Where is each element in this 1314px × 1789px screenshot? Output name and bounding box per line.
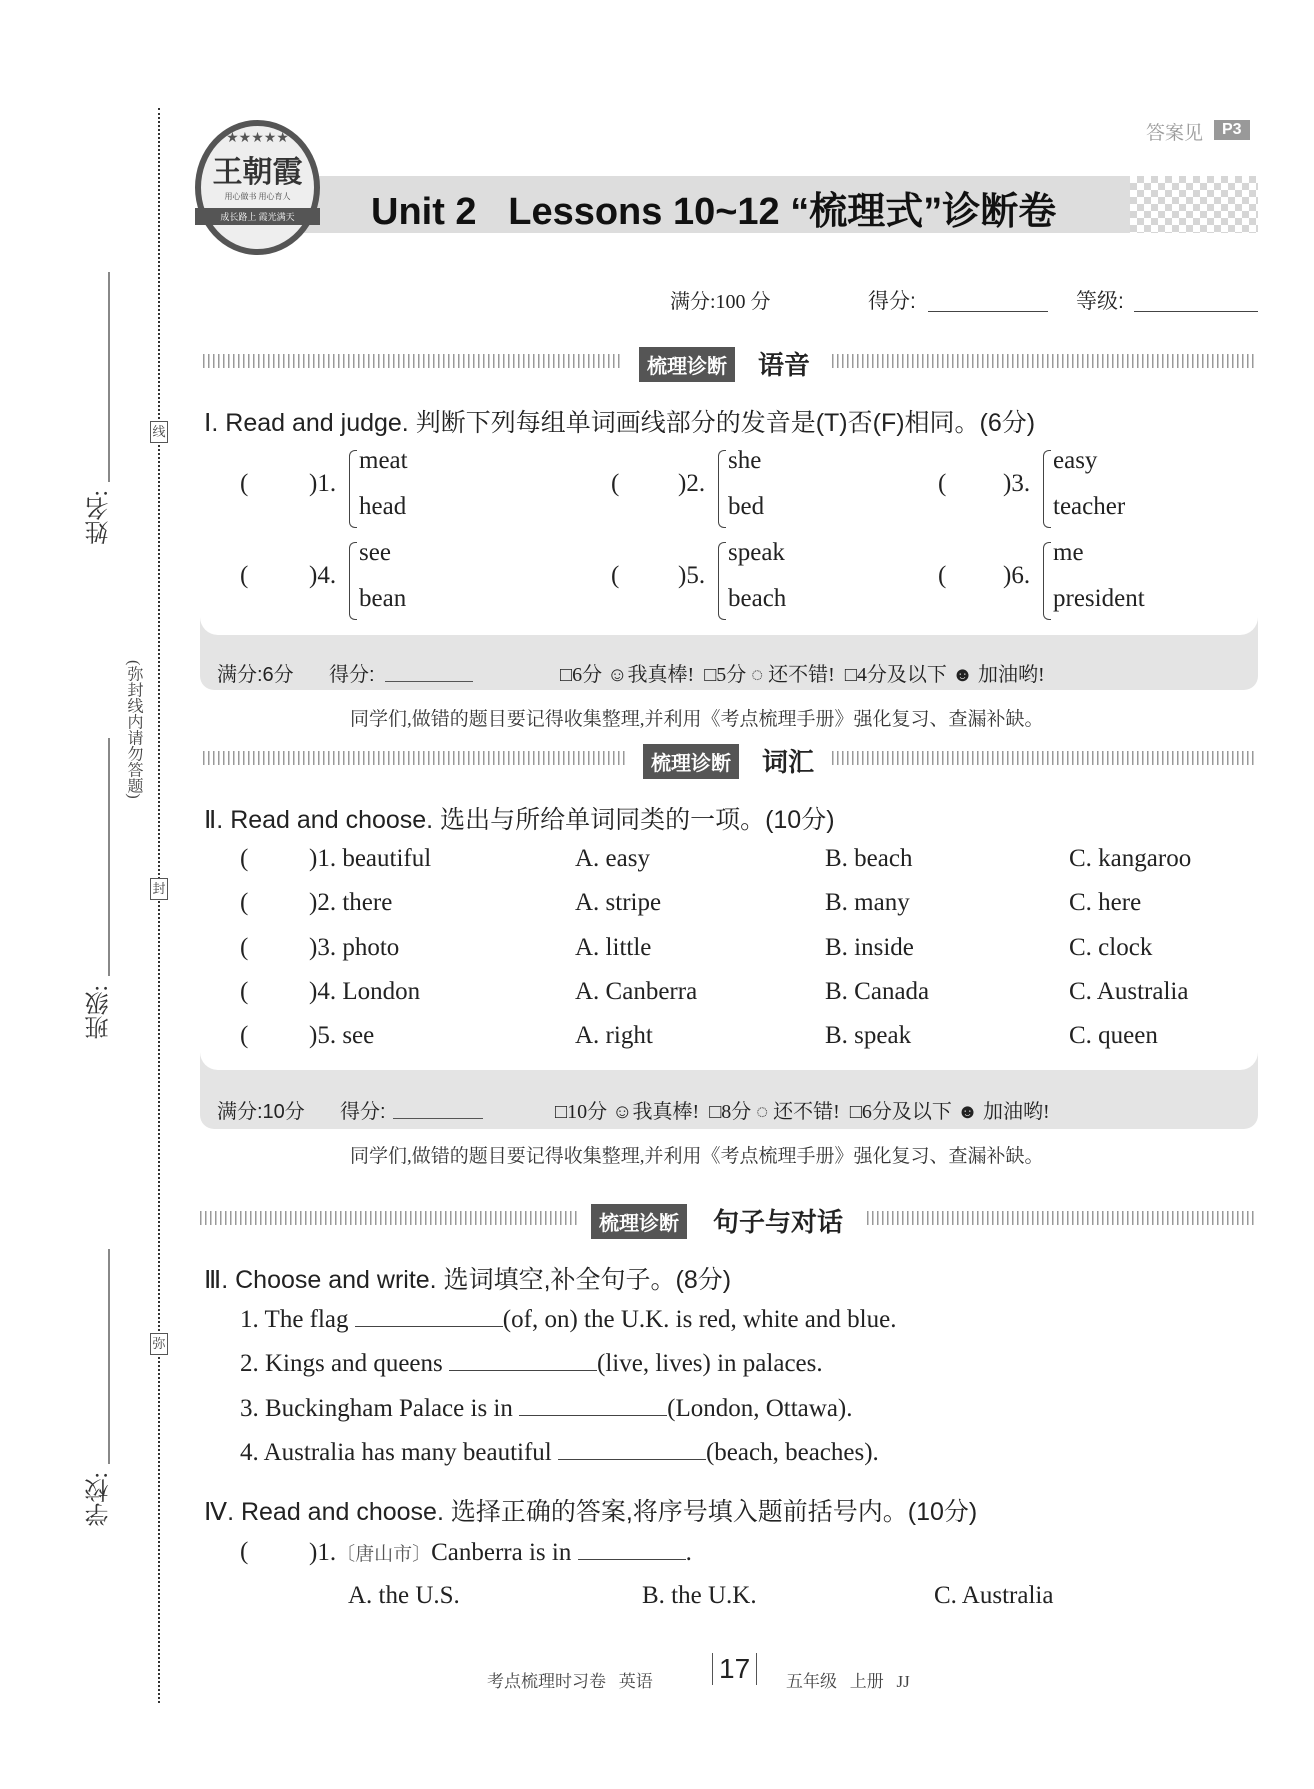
cheer-face-icon: ☻ <box>956 1101 978 1123</box>
score-label: 得分: <box>868 290 916 313</box>
section-tag: 梳理诊断 <box>643 744 739 779</box>
score-got-label: 得分: <box>340 1101 386 1123</box>
score-full: 满分:10分 <box>217 1101 305 1123</box>
brace-icon <box>718 450 726 528</box>
option-b: B. speak <box>825 1022 912 1049</box>
smile-icon: ☺ <box>612 1101 633 1123</box>
option-a: A. Canberra <box>575 978 698 1005</box>
answer-paren[interactable]: ( <box>240 562 249 589</box>
word: bean <box>359 585 407 612</box>
word: bed <box>728 493 765 520</box>
item-word: )1. beautiful <box>309 845 432 872</box>
school-line[interactable] <box>108 1249 110 1464</box>
item-number: )4. <box>309 562 337 589</box>
score-full: 满分:6分 <box>217 664 294 686</box>
section-tag: 梳理诊断 <box>591 1204 687 1239</box>
answer-blank[interactable] <box>449 1349 597 1371</box>
fill-sentence: 4. Australia has many beautiful (beach, beaches). <box>240 1439 879 1466</box>
brace-icon <box>349 542 357 620</box>
self-eval-options[interactable]: □10分 ☺我真棒! □8分 ◌ 还不错! □6分及以下 ☻ 加油哟! <box>555 1101 1050 1123</box>
self-eval-options[interactable]: □6分 ☺我真棒! □5分 ◌ 还不错! □4分及以下 ☻ 加油哟! <box>560 664 1045 686</box>
school-label: 学校: <box>87 1472 113 1527</box>
section-title: 语音 <box>758 350 811 380</box>
section-title: 词汇 <box>762 747 815 777</box>
class-label: 班级: <box>87 985 113 1040</box>
option-c: C. Australia <box>1069 978 1189 1005</box>
question-heading: Ⅳ. Read and choose. 选择正确的答案,将序号填入题前括号内。(10分) <box>204 1498 978 1526</box>
score-got-field[interactable] <box>385 660 473 682</box>
item-word: )4. London <box>309 978 421 1005</box>
full-score: 满分:100 分 <box>670 291 771 313</box>
answer-paren[interactable]: ( <box>240 889 249 916</box>
answer-paren[interactable]: ( <box>938 470 947 497</box>
answer-paren[interactable]: ( <box>240 934 249 961</box>
divider <box>203 354 623 368</box>
item-number: )1. <box>309 470 337 497</box>
word: president <box>1053 585 1145 612</box>
option-b: B. beach <box>825 845 913 872</box>
word: beach <box>728 585 787 612</box>
brace-icon <box>718 542 726 620</box>
answer-blank[interactable] <box>519 1394 667 1416</box>
option-c: C. clock <box>1069 934 1153 961</box>
review-note: 同学们,做错的题目要记得收集整理,并利用《考点梳理手册》强化复习、查漏补缺。 <box>350 1146 1044 1167</box>
mc-question: )1.〔唐山市〕Canberra is in . <box>309 1539 692 1566</box>
word: head <box>359 493 407 520</box>
item-number: )3. <box>1003 470 1031 497</box>
word: speak <box>728 539 785 566</box>
word: me <box>1053 539 1084 566</box>
option-c: C. here <box>1069 889 1142 916</box>
option-a: A. right <box>575 1022 653 1049</box>
option-c: C. kangaroo <box>1069 845 1192 872</box>
footer-right: 五年级 上册 JJ <box>786 1672 910 1691</box>
option-a: A. easy <box>575 845 650 872</box>
seal-mark: 弥 <box>150 1333 168 1355</box>
option-c: C. queen <box>1069 1022 1158 1049</box>
seal-line <box>158 108 160 1703</box>
option-a: A. the U.S. <box>348 1582 460 1609</box>
answer-paren[interactable]: ( <box>611 470 620 497</box>
answer-paren[interactable]: ( <box>240 978 249 1005</box>
section-tag: 梳理诊断 <box>639 347 735 382</box>
item-word: )2. there <box>309 889 393 916</box>
option-a: A. stripe <box>575 889 662 916</box>
item-word: )3. photo <box>309 934 400 961</box>
divider <box>832 751 1257 765</box>
answer-paren[interactable]: ( <box>611 562 620 589</box>
item-number: )2. <box>678 470 706 497</box>
option-b: B. the U.K. <box>642 1582 757 1609</box>
word: teacher <box>1053 493 1126 520</box>
checker-decoration <box>1130 176 1258 233</box>
footer-left: 考点梳理时习卷 英语 <box>487 1672 653 1691</box>
answer-paren[interactable]: ( <box>240 470 249 497</box>
option-a: A. little <box>575 934 652 961</box>
stars-icon: ★★★★★ <box>226 131 289 146</box>
name-label: 姓名: <box>87 490 113 545</box>
answer-ref: 答案见 <box>1146 123 1204 144</box>
item-number: )5. <box>678 562 706 589</box>
option-b: B. many <box>825 889 910 916</box>
score-got-label: 得分: <box>329 664 375 686</box>
word: meat <box>359 447 408 474</box>
answer-paren[interactable]: ( <box>240 1538 249 1565</box>
answer-paren[interactable]: ( <box>938 562 947 589</box>
answer-blank[interactable] <box>578 1538 686 1560</box>
option-c: C. Australia <box>934 1582 1054 1609</box>
item-number: )6. <box>1003 562 1031 589</box>
divider <box>200 1211 578 1225</box>
answer-blank[interactable] <box>355 1305 503 1327</box>
answer-paren[interactable]: ( <box>240 1022 249 1049</box>
brace-icon <box>349 450 357 528</box>
answer-blank[interactable] <box>558 1438 706 1460</box>
name-line[interactable] <box>108 272 110 482</box>
divider <box>867 1211 1255 1225</box>
class-line[interactable] <box>108 738 110 976</box>
seal-mark: 封 <box>150 878 168 900</box>
seal-mark: 线 <box>150 421 168 443</box>
question-heading: Ⅲ. Choose and write. 选词填空,补全句子。(8分) <box>204 1266 732 1294</box>
logo: ★★★★★ 王朝霞 用心做书 用心育人 成长路上 霞光满天 <box>195 120 320 255</box>
word: she <box>728 447 762 474</box>
grade-field[interactable] <box>1134 290 1258 312</box>
page-title: Unit 2 Lessons 10~12 “梳理式”诊断卷 <box>371 191 1057 233</box>
seal-note: (弥封线内请勿答题) <box>125 660 142 799</box>
score-field[interactable] <box>928 290 1048 312</box>
item-word: )5. see <box>309 1022 375 1049</box>
smile-icon: ☺ <box>607 664 628 686</box>
neutral-face-icon: ◌ <box>756 1101 769 1123</box>
answer-page: P3 <box>1214 120 1250 140</box>
review-note: 同学们,做错的题目要记得收集整理,并利用《考点梳理手册》强化复习、查漏补缺。 <box>350 709 1044 730</box>
word: easy <box>1053 447 1098 474</box>
fill-sentence: 3. Buckingham Palace is in (London, Ottawa). <box>240 1395 853 1422</box>
question-heading: Ⅱ. Read and choose. 选出与所给单词同类的一项。(10分) <box>204 806 835 834</box>
neutral-face-icon: ◌ <box>751 664 764 686</box>
answer-paren[interactable]: ( <box>240 845 249 872</box>
brace-icon <box>1043 542 1051 620</box>
option-b: B. inside <box>825 934 914 961</box>
question-heading: Ⅰ. Read and judge. 判断下列每组单词画线部分的发音是(T)否(F)相同。(6分) <box>204 409 1036 437</box>
fill-sentence: 1. The flag (of, on) the U.K. is red, white and blue. <box>240 1306 897 1333</box>
option-b: B. Canada <box>825 978 930 1005</box>
score-got-field[interactable] <box>393 1097 483 1119</box>
divider <box>832 354 1257 368</box>
section-title: 句子与对话 <box>713 1207 844 1237</box>
cheer-face-icon: ☻ <box>951 664 973 686</box>
brace-icon <box>1043 450 1051 528</box>
divider <box>203 751 626 765</box>
page-number: 17 <box>712 1653 757 1685</box>
fill-sentence: 2. Kings and queens (live, lives) in palaces. <box>240 1350 823 1377</box>
word: see <box>359 539 391 566</box>
grade-label: 等级: <box>1076 290 1124 313</box>
